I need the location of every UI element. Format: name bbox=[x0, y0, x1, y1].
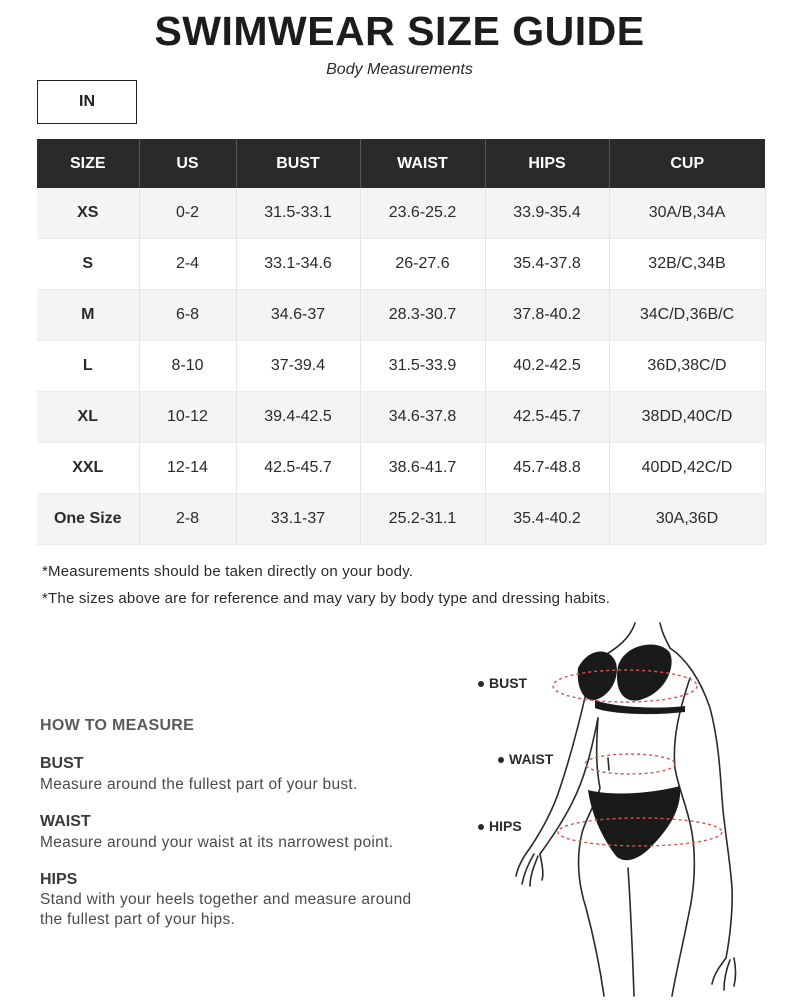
cell-cup: 32B/C,34B bbox=[609, 239, 765, 290]
bust-heading: BUST bbox=[40, 755, 84, 772]
cell-bust: 33.1-37 bbox=[236, 494, 360, 545]
bullet-dot-icon bbox=[478, 681, 484, 687]
header-cup: CUP bbox=[609, 139, 765, 188]
table-row bbox=[37, 443, 765, 494]
table-row bbox=[37, 341, 765, 392]
bikini-top-left-cup bbox=[578, 652, 617, 701]
cell-waist: 31.5-33.9 bbox=[360, 341, 485, 392]
cell-size: XXL bbox=[37, 443, 139, 494]
header-bust: BUST bbox=[236, 139, 360, 188]
cell-us: 10-12 bbox=[139, 392, 236, 443]
cell-cup: 36D,38C/D bbox=[609, 341, 765, 392]
cell-us: 2-4 bbox=[139, 239, 236, 290]
figure-label-waist bbox=[498, 751, 553, 767]
bullet-dot-icon bbox=[478, 824, 484, 830]
figure-label-bust bbox=[478, 675, 527, 691]
size-chart-table bbox=[37, 139, 766, 545]
header-waist: WAIST bbox=[360, 139, 485, 188]
cell-size: M bbox=[37, 290, 139, 341]
cell-bust: 33.1-34.6 bbox=[236, 239, 360, 290]
cell-waist: 23.6-25.2 bbox=[360, 188, 485, 239]
note-reference: *The sizes above are for reference and may vary by body type and dressing habits. bbox=[42, 590, 611, 607]
cell-bust: 37-39.4 bbox=[236, 341, 360, 392]
right-arm-outline bbox=[670, 648, 732, 958]
cell-cup: 30A,36D bbox=[609, 494, 765, 545]
table-row bbox=[37, 188, 765, 239]
cell-cup: 40DD,42C/D bbox=[609, 443, 765, 494]
cell-cup: 30A/B,34A bbox=[609, 188, 765, 239]
cell-bust: 42.5-45.7 bbox=[236, 443, 360, 494]
figure-label-hips bbox=[478, 818, 522, 834]
right-torso-outline bbox=[672, 678, 694, 996]
figure-label-waist-text: WAIST bbox=[509, 751, 554, 767]
cell-size: One Size bbox=[37, 494, 139, 545]
unit-toggle-button[interactable]: IN bbox=[37, 80, 137, 124]
navel-mark bbox=[608, 758, 609, 770]
cell-hips: 37.8-40.2 bbox=[485, 290, 609, 341]
left-torso-outline bbox=[579, 718, 604, 996]
cell-size: L bbox=[37, 341, 139, 392]
cell-hips: 42.5-45.7 bbox=[485, 392, 609, 443]
left-arm-outline bbox=[530, 693, 586, 848]
hips-description-line2: the fullest part of your hips. bbox=[40, 911, 236, 928]
note-measurements: *Measurements should be taken directly on your body. bbox=[42, 563, 414, 580]
page-subtitle: Body Measurements bbox=[326, 61, 473, 78]
bikini-top-right-cup bbox=[617, 644, 672, 700]
table-row bbox=[37, 494, 765, 545]
cell-bust: 31.5-33.1 bbox=[236, 188, 360, 239]
hips-description-line1: Stand with your heels together and measure around bbox=[40, 891, 412, 908]
cell-bust: 39.4-42.5 bbox=[236, 392, 360, 443]
waist-description: Measure around your waist at its narrowest point. bbox=[40, 834, 394, 851]
cell-waist: 34.6-37.8 bbox=[360, 392, 485, 443]
cell-hips: 40.2-42.5 bbox=[485, 341, 609, 392]
header-hips: HIPS bbox=[485, 139, 609, 188]
cell-bust: 34.6-37 bbox=[236, 290, 360, 341]
cell-cup: 34C/D,36B/C bbox=[609, 290, 765, 341]
cell-us: 0-2 bbox=[139, 188, 236, 239]
left-hand-outline bbox=[516, 848, 543, 886]
table-row bbox=[37, 392, 765, 443]
table-header-row bbox=[37, 139, 765, 188]
inner-leg-outline bbox=[628, 868, 634, 996]
bust-description: Measure around the fullest part of your bust. bbox=[40, 776, 358, 793]
how-to-measure-heading: HOW TO MEASURE bbox=[40, 717, 195, 734]
cell-us: 8-10 bbox=[139, 341, 236, 392]
header-us: US bbox=[139, 139, 236, 188]
figure-label-bust-text: BUST bbox=[489, 675, 528, 691]
right-hand-outline bbox=[712, 958, 736, 990]
hips-heading: HIPS bbox=[40, 871, 78, 888]
cell-us: 6-8 bbox=[139, 290, 236, 341]
cell-size: XL bbox=[37, 392, 139, 443]
cell-cup: 38DD,40C/D bbox=[609, 392, 765, 443]
bullet-dot-icon bbox=[498, 757, 504, 763]
cell-hips: 35.4-37.8 bbox=[485, 239, 609, 290]
cell-waist: 38.6-41.7 bbox=[360, 443, 485, 494]
figure-label-hips-text: HIPS bbox=[489, 818, 522, 834]
cell-hips: 45.7-48.8 bbox=[485, 443, 609, 494]
cell-us: 2-8 bbox=[139, 494, 236, 545]
header-size: SIZE bbox=[37, 139, 139, 188]
neck-outline bbox=[660, 623, 670, 648]
cell-hips: 35.4-40.2 bbox=[485, 494, 609, 545]
cell-waist: 26-27.6 bbox=[360, 239, 485, 290]
cell-size: XS bbox=[37, 188, 139, 239]
table-row bbox=[37, 239, 765, 290]
cell-hips: 33.9-35.4 bbox=[485, 188, 609, 239]
cell-waist: 25.2-31.1 bbox=[360, 494, 485, 545]
bikini-bottom bbox=[588, 786, 680, 860]
waist-measure-line bbox=[585, 754, 675, 774]
page-title: SWIMWEAR SIZE GUIDE bbox=[154, 8, 645, 54]
cell-size: S bbox=[37, 239, 139, 290]
left-arm-inner-outline bbox=[540, 718, 598, 854]
body-figure-illustration bbox=[500, 618, 760, 998]
waist-heading: WAIST bbox=[40, 813, 91, 830]
cell-us: 12-14 bbox=[139, 443, 236, 494]
cell-waist: 28.3-30.7 bbox=[360, 290, 485, 341]
table-row bbox=[37, 290, 765, 341]
